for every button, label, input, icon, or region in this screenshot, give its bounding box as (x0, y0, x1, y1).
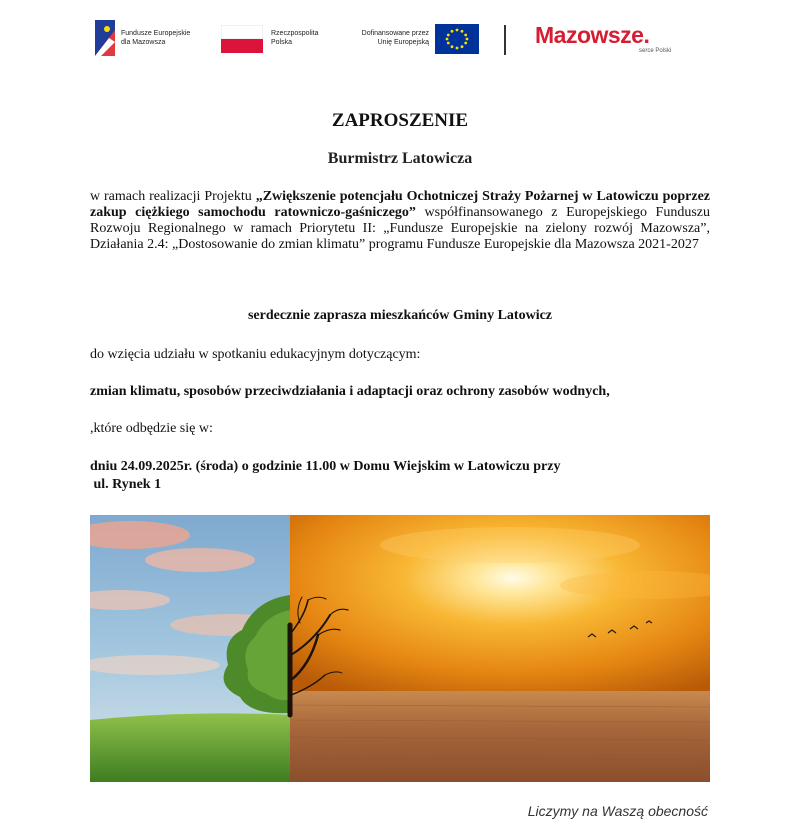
ue-logo (347, 20, 482, 60)
logo-divider (504, 25, 506, 55)
fe-logo-line2: dla Mazowsza (121, 39, 166, 46)
intro-post: współfinansowanego z Europejskiego Funduszu Rozwoju Regionalnego w ramach Priorytetu II: „Fundusze Europejskie na zielony rozwój Mazowsza”, Działania 2.4: „Dostosowanie do zmian klimatu” programu Fundusze Europejskie dla Mazowsza 2021-2027 (90, 205, 710, 252)
ue-logo-line1: Dofinansowane przez (361, 30, 429, 37)
climate-image (90, 515, 710, 782)
fe-logo-line1: Fundusze Europejskie (121, 30, 191, 37)
eu-flag-icon (435, 24, 479, 54)
closing-note: Liczymy na Waszą obecność (527, 803, 708, 819)
polish-flag-icon (221, 25, 263, 53)
mazowsze-wordmark: Mazowsze. (535, 22, 650, 48)
intro-paragraph (90, 189, 710, 253)
topic-line: zmian klimatu, sposobów przeciwdziałania i adaptacji oraz ochrony zasobów wodnych, (90, 384, 610, 399)
mazowsze-logo (535, 20, 705, 60)
participation-line: do wzięcia udziału w spotkaniu edukacyjnym dotyczącym: (90, 347, 421, 362)
ue-logo-line2: Unię Europejską (377, 39, 429, 46)
page-subtitle: Burmistrz Latowicza (327, 150, 473, 167)
project-name: „Zwiększenie potencjału Ochotniczej Straży Pożarnej w Latowiczu poprzez zakup ciężkiego samochodu ratowniczo-gaśniczego” (90, 189, 711, 220)
rp-logo (221, 20, 331, 60)
fe-logo (95, 20, 205, 60)
event-details-line2: ul. Rynek 1 (90, 477, 162, 492)
invite-line: serdecznie zaprasza mieszkańców Gminy Latowicz (247, 308, 553, 323)
event-details-line1: dniu 24.09.2025r. (środa) o godzinie 11.00 w Domu Wiejskim w Latowiczu przy (90, 459, 561, 474)
page-title: ZAPROSZENIE (331, 110, 469, 131)
rp-logo-line1: Rzeczpospolita (271, 30, 319, 37)
logo-bar (95, 20, 705, 60)
climate-illustration (90, 515, 710, 782)
when-intro: ,które odbędzie się w: (90, 421, 213, 436)
intro-pre: w ramach realizacji Projektu (90, 189, 256, 204)
fe-flag-icon (95, 20, 115, 56)
mazowsze-tagline: serce Polski (639, 48, 672, 54)
rp-logo-line2: Polska (271, 39, 293, 46)
